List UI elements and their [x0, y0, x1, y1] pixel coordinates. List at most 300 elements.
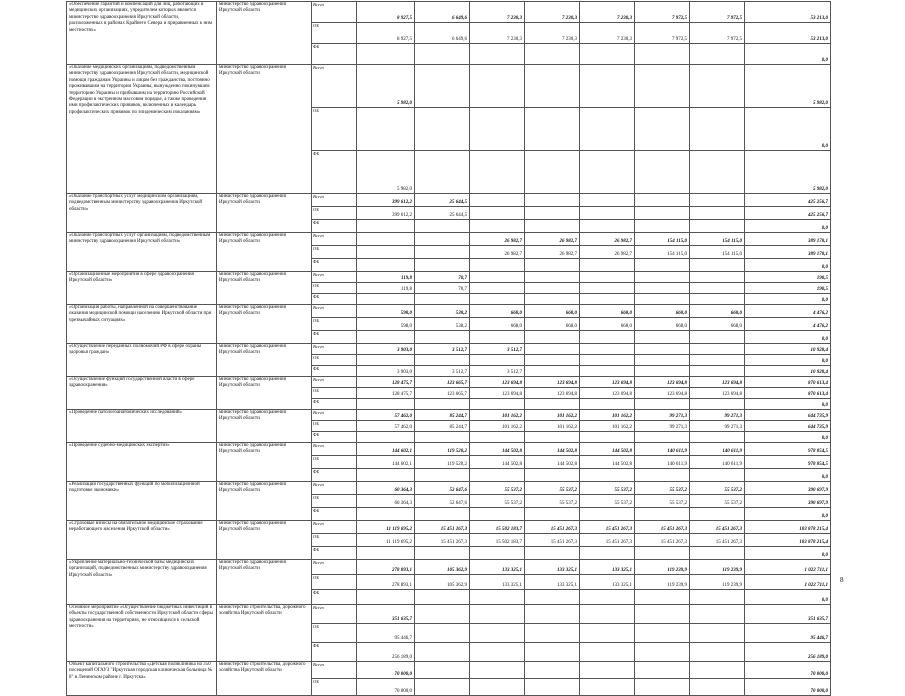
total-cell: 4 476,2 — [745, 318, 831, 331]
table-row — [67, 194, 831, 207]
year-value-cell — [357, 331, 415, 344]
year-value-cell — [635, 108, 690, 151]
funding-source: ОБ — [312, 207, 357, 220]
year-value-cell: 128 475,7 — [357, 377, 415, 388]
year-value-cell: 119 520,2 — [415, 443, 470, 456]
total-cell: 978 854,5 — [745, 443, 831, 456]
year-value-cell — [635, 643, 690, 662]
total-cell: 425 256,7 — [745, 207, 831, 220]
total-cell: 870 613,4 — [745, 388, 831, 399]
executor: министерство здравоохранения Иркутской области — [217, 443, 312, 482]
year-value-cell — [690, 272, 745, 283]
year-value-cell — [415, 605, 470, 624]
total-cell: 390 697,9 — [745, 482, 831, 495]
total-cell: 351 635,7 — [745, 605, 831, 624]
year-value-cell: 5 982,0 — [357, 65, 415, 108]
year-value-cell — [357, 547, 415, 560]
year-value-cell — [415, 590, 470, 605]
total-cell: 0,0 — [745, 547, 831, 560]
year-value-cell: 140 611,9 — [635, 456, 690, 469]
year-value-cell — [415, 399, 470, 410]
year-value-cell — [415, 294, 470, 305]
year-value-cell — [357, 220, 415, 233]
year-value-cell: 123 665,7 — [415, 388, 470, 399]
year-value-cell: 123 694,8 — [470, 377, 525, 388]
year-value-cell: 99 271,3 — [690, 410, 745, 421]
year-value-cell: 133 325,1 — [525, 560, 580, 575]
table-row — [67, 560, 831, 575]
year-value-cell — [690, 220, 745, 233]
year-value-cell: 26 982,7 — [580, 246, 635, 259]
year-value-cell: 85 244,7 — [415, 421, 470, 432]
year-value-cell: 26 982,7 — [470, 246, 525, 259]
year-value-cell — [635, 44, 690, 65]
year-value-cell: 15 451 267,3 — [525, 534, 580, 547]
year-value-cell: 15 451 267,3 — [580, 521, 635, 534]
year-value-cell: 119 239,9 — [690, 560, 745, 575]
year-value-cell — [635, 508, 690, 521]
year-value-cell — [470, 547, 525, 560]
funding-source: ОБ — [312, 421, 357, 432]
year-value-cell — [525, 643, 580, 662]
year-value-cell — [415, 246, 470, 259]
year-value-cell — [690, 207, 745, 220]
executor: министерство здравоохранения Иркутской области — [217, 194, 312, 233]
year-value-cell — [525, 259, 580, 272]
year-value-cell: 8 927,5 — [357, 23, 415, 44]
year-value-cell: 52 647,6 — [415, 482, 470, 495]
year-value-cell: 119,8 — [357, 283, 415, 294]
executor: министерство здравоохранения Иркутской области — [217, 65, 312, 194]
measure-name: «Осуществление функций государственной власти в сфере здравоохранения» — [67, 377, 217, 410]
total-cell: 425 256,7 — [745, 194, 831, 207]
year-value-cell: 7 230,3 — [470, 2, 525, 23]
year-value-cell — [580, 662, 635, 679]
year-value-cell — [690, 194, 745, 207]
year-value-cell — [357, 44, 415, 65]
year-value-cell: 55 537,2 — [635, 495, 690, 508]
year-value-cell: 26 982,7 — [470, 233, 525, 246]
year-value-cell — [635, 344, 690, 355]
year-value-cell — [690, 344, 745, 355]
year-value-cell: 99 271,3 — [690, 421, 745, 432]
year-value-cell — [690, 605, 745, 624]
year-value-cell — [690, 679, 745, 696]
page-number: 8 — [840, 576, 844, 584]
funding-source: ФБ — [312, 294, 357, 305]
year-value-cell: 15 451 267,3 — [690, 534, 745, 547]
year-value-cell: 123 694,8 — [525, 388, 580, 399]
total-cell: 190,5 — [745, 272, 831, 283]
total-cell: 53 213,0 — [745, 23, 831, 44]
funding-source: ФБ — [312, 220, 357, 233]
funding-source: ФБ — [312, 590, 357, 605]
year-value-cell: 15 502 183,7 — [470, 521, 525, 534]
year-value-cell: 668,0 — [690, 305, 745, 318]
year-value-cell — [357, 108, 415, 151]
funding-source: Всего — [312, 377, 357, 388]
measure-name: Объект капитального строительства «Детская поликлиника на 350 посещений ОГАУЗ "Иркутская городская клиническая больница № 8" в Ленинском районе г. Иркутска» — [67, 662, 217, 696]
executor: министерство здравоохранения Иркутской области — [217, 344, 312, 377]
year-value-cell — [690, 294, 745, 305]
executor: министерство здравоохранения Иркутской области — [217, 560, 312, 605]
funding-source: ОБ — [312, 624, 357, 643]
year-value-cell — [470, 679, 525, 696]
year-value-cell — [635, 194, 690, 207]
funding-source: Всего — [312, 194, 357, 207]
year-value-cell: 133 325,1 — [470, 560, 525, 575]
year-value-cell — [470, 151, 525, 194]
year-value-cell — [690, 643, 745, 662]
year-value-cell: 55 537,2 — [525, 495, 580, 508]
year-value-cell — [635, 605, 690, 624]
year-value-cell — [470, 355, 525, 366]
total-cell: 644 735,9 — [745, 421, 831, 432]
total-cell: 70 000,0 — [745, 662, 831, 679]
year-value-cell: 128 475,7 — [357, 388, 415, 399]
year-value-cell — [690, 469, 745, 482]
year-value-cell — [635, 679, 690, 696]
year-value-cell: 11 119 695,2 — [357, 534, 415, 547]
year-value-cell — [525, 366, 580, 377]
year-value-cell: 123 694,8 — [580, 377, 635, 388]
year-value-cell: 3 512,7 — [470, 366, 525, 377]
year-value-cell: 538,2 — [415, 305, 470, 318]
year-value-cell: 52 647,6 — [415, 495, 470, 508]
table-row — [67, 65, 831, 108]
measure-name: «Обеспечение гарантий и компенсаций для лиц, работающих в медицинских организациях, учредителем которых является министерство здравоохранения Иркутской области, расположенных в районах Крайнего Севера и приравненных к ним местностях» — [67, 2, 217, 65]
year-value-cell: 123 694,8 — [580, 388, 635, 399]
executor: министерство здравоохранения Иркутской области — [217, 272, 312, 305]
total-cell: 0,0 — [745, 469, 831, 482]
funding-source: ФБ — [312, 399, 357, 410]
year-value-cell: 351 635,7 — [357, 605, 415, 624]
year-value-cell: 668,0 — [525, 305, 580, 318]
year-value-cell — [525, 679, 580, 696]
measure-name: «Оказание транспортных услуг организациям, подведомственным министерству здравоохранения Иркутской области» — [67, 233, 217, 272]
year-value-cell: 154 115,0 — [690, 246, 745, 259]
year-value-cell — [470, 108, 525, 151]
table-row — [67, 2, 831, 23]
year-value-cell — [525, 508, 580, 521]
measure-name: «Организационные мероприятия в сфере здравоохранения Иркутской области» — [67, 272, 217, 305]
year-value-cell: 15 502 183,7 — [470, 534, 525, 547]
year-value-cell — [470, 590, 525, 605]
year-value-cell — [357, 233, 415, 246]
year-value-cell: 55 537,2 — [690, 482, 745, 495]
table-row — [67, 377, 831, 388]
year-value-cell: 144 502,8 — [580, 456, 635, 469]
year-value-cell — [580, 643, 635, 662]
funding-source: ФБ — [312, 432, 357, 443]
year-value-cell: 668,0 — [580, 305, 635, 318]
total-cell: 0,0 — [745, 108, 831, 151]
year-value-cell — [357, 355, 415, 366]
measure-name: «Организация работы, направленной на совершенствование оказания медицинской помощи населению Иркутской области при чрезвычайных ситуациях» — [67, 305, 217, 344]
funding-source: ФБ — [312, 366, 357, 377]
year-value-cell: 140 611,9 — [635, 443, 690, 456]
year-value-cell — [415, 259, 470, 272]
year-value-cell — [690, 331, 745, 344]
year-value-cell: 7 230,3 — [470, 23, 525, 44]
year-value-cell: 256 189,0 — [357, 643, 415, 662]
year-value-cell — [525, 283, 580, 294]
funding-source: Всего — [312, 272, 357, 283]
table-row — [67, 344, 831, 355]
total-cell: 0,0 — [745, 590, 831, 605]
year-value-cell: 55 537,2 — [580, 495, 635, 508]
year-value-cell — [470, 65, 525, 108]
year-value-cell: 99 271,3 — [635, 421, 690, 432]
funding-source: ОБ — [312, 456, 357, 469]
year-value-cell — [525, 469, 580, 482]
year-value-cell: 123 694,8 — [635, 377, 690, 388]
funding-source: ФБ — [312, 508, 357, 521]
year-value-cell — [525, 331, 580, 344]
year-value-cell: 55 537,2 — [470, 495, 525, 508]
year-value-cell — [580, 220, 635, 233]
funding-source: Всего — [312, 560, 357, 575]
table-body — [67, 2, 831, 696]
year-value-cell — [690, 590, 745, 605]
year-value-cell — [470, 432, 525, 443]
executor: министерство здравоохранения Иркутской области — [217, 233, 312, 272]
year-value-cell: 144 502,8 — [580, 443, 635, 456]
year-value-cell — [470, 508, 525, 521]
year-value-cell — [635, 355, 690, 366]
year-value-cell: 3 903,0 — [357, 344, 415, 355]
year-value-cell: 99 271,3 — [635, 410, 690, 421]
funding-source: ОБ — [312, 108, 357, 151]
year-value-cell — [635, 366, 690, 377]
year-value-cell: 7 972,5 — [635, 2, 690, 23]
year-value-cell — [357, 590, 415, 605]
year-value-cell: 57 462,0 — [357, 421, 415, 432]
funding-source: ОБ — [312, 355, 357, 366]
year-value-cell: 60 364,3 — [357, 482, 415, 495]
year-value-cell: 154 115,0 — [635, 246, 690, 259]
year-value-cell — [415, 547, 470, 560]
year-value-cell: 60 364,3 — [357, 495, 415, 508]
year-value-cell: 140 611,9 — [690, 456, 745, 469]
year-value-cell — [415, 108, 470, 151]
year-value-cell — [580, 151, 635, 194]
year-value-cell: 26 982,7 — [525, 233, 580, 246]
year-value-cell: 133 325,1 — [470, 575, 525, 590]
funding-source: ОБ — [312, 575, 357, 590]
year-value-cell: 57 462,0 — [357, 410, 415, 421]
year-value-cell: 85 244,7 — [415, 410, 470, 421]
year-value-cell: 6 649,6 — [415, 23, 470, 44]
total-cell: 389 178,1 — [745, 246, 831, 259]
year-value-cell: 123 694,8 — [635, 388, 690, 399]
year-value-cell: 105 362,9 — [415, 575, 470, 590]
table-row — [67, 305, 831, 318]
total-cell: 978 854,5 — [745, 456, 831, 469]
year-value-cell — [357, 469, 415, 482]
year-value-cell: 119 239,9 — [635, 560, 690, 575]
year-value-cell: 123 694,8 — [470, 388, 525, 399]
year-value-cell: 7 972,5 — [690, 2, 745, 23]
table-row — [67, 521, 831, 534]
funding-source: ОБ — [312, 246, 357, 259]
measure-name: «Оказание транспортных услуг медицинским организациям, подведомственным министерству здравоохранения Иркутской области» — [67, 194, 217, 233]
funding-source: Всего — [312, 521, 357, 534]
year-value-cell — [525, 272, 580, 283]
year-value-cell: 101 162,2 — [470, 421, 525, 432]
year-value-cell: 119 239,9 — [635, 575, 690, 590]
year-value-cell: 105 362,9 — [415, 560, 470, 575]
total-cell: 644 735,9 — [745, 410, 831, 421]
year-value-cell: 668,0 — [580, 318, 635, 331]
year-value-cell — [415, 469, 470, 482]
year-value-cell — [580, 399, 635, 410]
year-value-cell — [580, 590, 635, 605]
year-value-cell: 7 972,5 — [690, 23, 745, 44]
year-value-cell — [415, 151, 470, 194]
year-value-cell — [690, 283, 745, 294]
year-value-cell: 7 230,3 — [525, 2, 580, 23]
year-value-cell: 101 162,2 — [525, 410, 580, 421]
year-value-cell: 15 451 267,3 — [635, 534, 690, 547]
year-value-cell: 133 325,1 — [525, 575, 580, 590]
total-cell: 256 189,0 — [745, 643, 831, 662]
year-value-cell: 55 537,2 — [690, 495, 745, 508]
total-cell: 10 928,4 — [745, 344, 831, 355]
year-value-cell — [525, 399, 580, 410]
year-value-cell: 3 512,7 — [415, 366, 470, 377]
executor: министерство здравоохранения Иркутской области — [217, 482, 312, 521]
funding-source: Всего — [312, 305, 357, 318]
year-value-cell: 144 502,8 — [470, 456, 525, 469]
funding-source: Всего — [312, 233, 357, 246]
year-value-cell — [690, 259, 745, 272]
year-value-cell — [525, 194, 580, 207]
year-value-cell — [635, 151, 690, 194]
year-value-cell: 11 119 695,2 — [357, 521, 415, 534]
total-cell: 870 613,4 — [745, 377, 831, 388]
year-value-cell — [415, 355, 470, 366]
year-value-cell — [525, 65, 580, 108]
total-cell: 0,0 — [745, 399, 831, 410]
year-value-cell: 119 520,2 — [415, 456, 470, 469]
executor: министерство здравоохранения Иркутской области — [217, 305, 312, 344]
measure-name: «Реализация государственных функций по мобилизационной подготовке экономики» — [67, 482, 217, 521]
funding-source: ОБ — [312, 318, 357, 331]
year-value-cell: 668,0 — [470, 305, 525, 318]
measure-name: «Проведение судебно-медицинских экспертиз» — [67, 443, 217, 482]
funding-source: ФБ — [312, 643, 357, 662]
funding-source: ОБ — [312, 534, 357, 547]
year-value-cell — [635, 272, 690, 283]
year-value-cell — [470, 294, 525, 305]
total-cell: 5 982,0 — [745, 65, 831, 108]
year-value-cell: 399 612,2 — [357, 207, 415, 220]
total-cell: 10 928,4 — [745, 366, 831, 377]
year-value-cell — [580, 432, 635, 443]
total-cell: 390 697,9 — [745, 495, 831, 508]
year-value-cell — [470, 272, 525, 283]
funding-source: Всего — [312, 344, 357, 355]
year-value-cell — [415, 331, 470, 344]
funding-source: ФБ — [312, 259, 357, 272]
executor: министерство здравоохранения Иркутской области — [217, 2, 312, 65]
year-value-cell — [690, 399, 745, 410]
year-value-cell — [415, 220, 470, 233]
year-value-cell — [635, 65, 690, 108]
year-value-cell — [357, 399, 415, 410]
funding-source: ОБ — [312, 23, 357, 44]
year-value-cell — [690, 65, 745, 108]
total-cell: 0,0 — [745, 44, 831, 65]
year-value-cell — [470, 331, 525, 344]
total-cell: 95 446,7 — [745, 624, 831, 643]
total-cell: 0,0 — [745, 432, 831, 443]
funding-source: Всего — [312, 482, 357, 495]
year-value-cell: 25 644,5 — [415, 207, 470, 220]
year-value-cell — [525, 432, 580, 443]
year-value-cell — [635, 207, 690, 220]
year-value-cell: 668,0 — [690, 318, 745, 331]
total-cell: 1 022 711,1 — [745, 560, 831, 575]
year-value-cell: 598,0 — [357, 305, 415, 318]
funding-source: ОБ — [312, 388, 357, 399]
measure-name: «Страховые взносы на обязательное медицинское страхование неработающего населения Иркутской области» — [67, 521, 217, 560]
total-cell: 70 000,0 — [745, 679, 831, 696]
executor: министерство строительства, дорожного хозяйства Иркутской области — [217, 662, 312, 696]
year-value-cell: 144 602,1 — [357, 456, 415, 469]
year-value-cell — [415, 662, 470, 679]
year-value-cell — [635, 432, 690, 443]
year-value-cell — [580, 355, 635, 366]
year-value-cell — [525, 108, 580, 151]
table-row — [67, 443, 831, 456]
year-value-cell: 95 446,7 — [357, 624, 415, 643]
year-value-cell: 119,8 — [357, 272, 415, 283]
total-cell: 0,0 — [745, 294, 831, 305]
year-value-cell — [525, 220, 580, 233]
year-value-cell — [415, 643, 470, 662]
executor: министерство здравоохранения Иркутской области — [217, 410, 312, 443]
funding-source: ОБ — [312, 283, 357, 294]
year-value-cell: 15 451 267,3 — [415, 534, 470, 547]
year-value-cell — [415, 508, 470, 521]
year-value-cell — [580, 344, 635, 355]
year-value-cell — [580, 366, 635, 377]
year-value-cell — [357, 508, 415, 521]
year-value-cell: 5 982,0 — [357, 151, 415, 194]
year-value-cell: 668,0 — [635, 305, 690, 318]
year-value-cell: 70 000,0 — [357, 662, 415, 679]
year-value-cell — [525, 294, 580, 305]
total-cell: 0,0 — [745, 259, 831, 272]
year-value-cell: 101 162,2 — [470, 410, 525, 421]
table-row — [67, 233, 831, 246]
year-value-cell — [415, 65, 470, 108]
year-value-cell: 101 162,2 — [525, 421, 580, 432]
funding-source: ОБ — [312, 495, 357, 508]
year-value-cell — [580, 283, 635, 294]
year-value-cell: 598,0 — [357, 318, 415, 331]
year-value-cell — [470, 469, 525, 482]
year-value-cell — [525, 662, 580, 679]
year-value-cell: 55 537,2 — [635, 482, 690, 495]
year-value-cell — [470, 259, 525, 272]
year-value-cell: 101 162,2 — [580, 410, 635, 421]
year-value-cell — [470, 44, 525, 65]
total-cell: 1 022 711,1 — [745, 575, 831, 590]
year-value-cell — [470, 220, 525, 233]
